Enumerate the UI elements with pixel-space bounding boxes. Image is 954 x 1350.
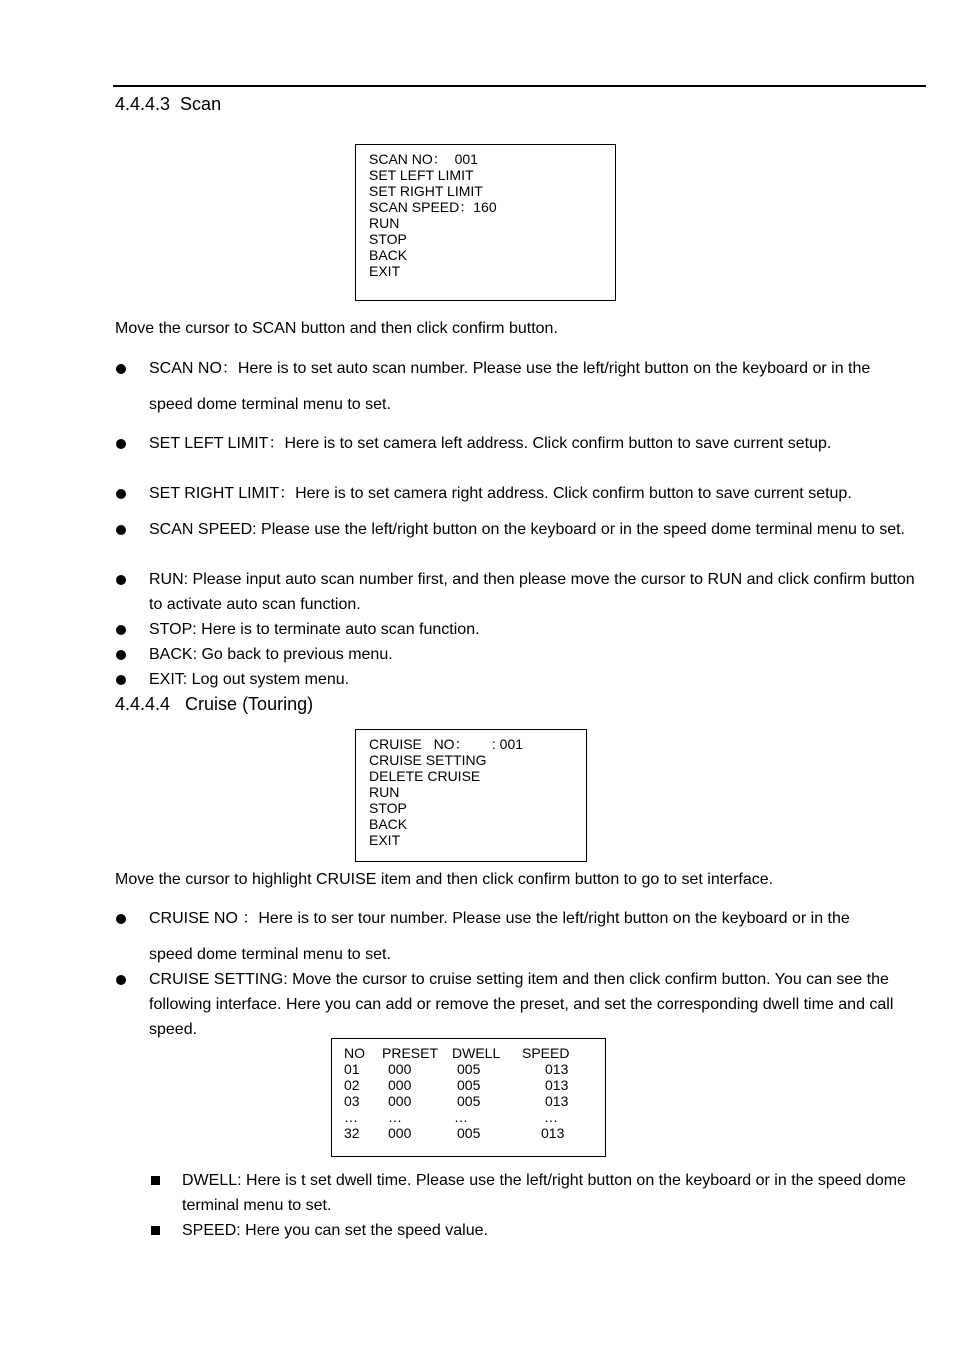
table-cell: 013 bbox=[545, 1093, 569, 1109]
table-cell: 005 bbox=[457, 1125, 481, 1141]
table-cell: 32 bbox=[344, 1125, 360, 1141]
cruise-heading: 4.4.4.4 Cruise (Touring) bbox=[115, 694, 314, 714]
scan-menu-item: SET RIGHT LIMIT bbox=[369, 183, 483, 199]
table-cell: 005 bbox=[457, 1077, 481, 1093]
table-cell: 000 bbox=[388, 1061, 412, 1077]
scan-menu-item: SCAN SPEED：160 bbox=[369, 199, 497, 215]
bullet-square-icon bbox=[151, 1226, 160, 1235]
table-cell: 013 bbox=[541, 1125, 565, 1141]
bullet-dot-icon bbox=[116, 489, 126, 499]
table-row bbox=[344, 1125, 572, 1141]
bullet-dot-icon bbox=[116, 914, 126, 924]
table-cell: 03 bbox=[344, 1093, 360, 1109]
table-cell: … bbox=[388, 1109, 402, 1125]
table-cell: … bbox=[454, 1109, 468, 1125]
table-cell: 000 bbox=[388, 1093, 412, 1109]
bullet-dot-icon bbox=[116, 650, 126, 660]
cruise-menu-item: BACK bbox=[369, 816, 408, 832]
header-rule bbox=[113, 85, 926, 87]
scan-menu-item: SCAN NO： 001 bbox=[369, 151, 478, 167]
bullet-dot-icon bbox=[116, 975, 126, 985]
table-cell: 000 bbox=[388, 1125, 412, 1141]
scan-menu-item: RUN bbox=[369, 215, 400, 231]
table-cell: 005 bbox=[457, 1093, 481, 1109]
table-cell: … bbox=[344, 1109, 358, 1125]
scan-menu-item: SET LEFT LIMIT bbox=[369, 167, 474, 183]
cruise-menu-item: CRUISE NO： : 001 bbox=[369, 736, 524, 752]
table-cell: 013 bbox=[545, 1077, 569, 1093]
cruise-menu-item: EXIT bbox=[369, 832, 401, 848]
table-row bbox=[344, 1109, 572, 1125]
column-header: NO bbox=[344, 1045, 365, 1061]
table-row bbox=[344, 1093, 572, 1109]
cruise-menu-item: CRUISE SETTING bbox=[369, 752, 487, 768]
table-cell: 005 bbox=[457, 1061, 481, 1077]
scan-intro: Move the cursor to SCAN button and then click confirm button. bbox=[115, 320, 558, 337]
bullet-dot-icon bbox=[116, 525, 126, 535]
cruise-menu-item: RUN bbox=[369, 784, 400, 800]
bullet-square-icon bbox=[151, 1176, 160, 1185]
bullet-dot-icon bbox=[116, 439, 126, 449]
scan-menu-item: EXIT bbox=[369, 263, 401, 279]
scan-menu-item: STOP bbox=[369, 231, 407, 247]
bullet-dot-icon bbox=[116, 364, 126, 374]
scan-menu-box bbox=[355, 144, 616, 301]
cruise-intro: Move the cursor to highlight CRUISE item and then click confirm button to go to set interface. bbox=[115, 871, 774, 888]
table-row bbox=[344, 1077, 572, 1093]
cruise-menu-item: DELETE CRUISE bbox=[369, 768, 481, 784]
column-header: SPEED bbox=[522, 1045, 570, 1061]
bullet-dot-icon bbox=[116, 625, 126, 635]
cruise-table bbox=[344, 1045, 572, 1141]
bullet-dot-icon bbox=[116, 575, 126, 585]
column-header: DWELL bbox=[452, 1045, 501, 1061]
scan-heading: 4.4.4.3 Scan bbox=[115, 94, 222, 114]
table-cell: 02 bbox=[344, 1077, 360, 1093]
column-header: PRESET bbox=[382, 1045, 439, 1061]
cruise-menu-item: STOP bbox=[369, 800, 407, 816]
cruise-menu-box bbox=[355, 729, 587, 862]
cruise-setting-box bbox=[331, 1038, 606, 1157]
table-row bbox=[344, 1061, 572, 1077]
table-cell: 013 bbox=[545, 1061, 569, 1077]
table-cell: 000 bbox=[388, 1077, 412, 1093]
table-cell: … bbox=[544, 1109, 558, 1125]
table-header-row bbox=[344, 1045, 572, 1061]
table-cell: 01 bbox=[344, 1061, 360, 1077]
bullet-dot-icon bbox=[116, 675, 126, 685]
scan-menu-item: BACK bbox=[369, 247, 408, 263]
